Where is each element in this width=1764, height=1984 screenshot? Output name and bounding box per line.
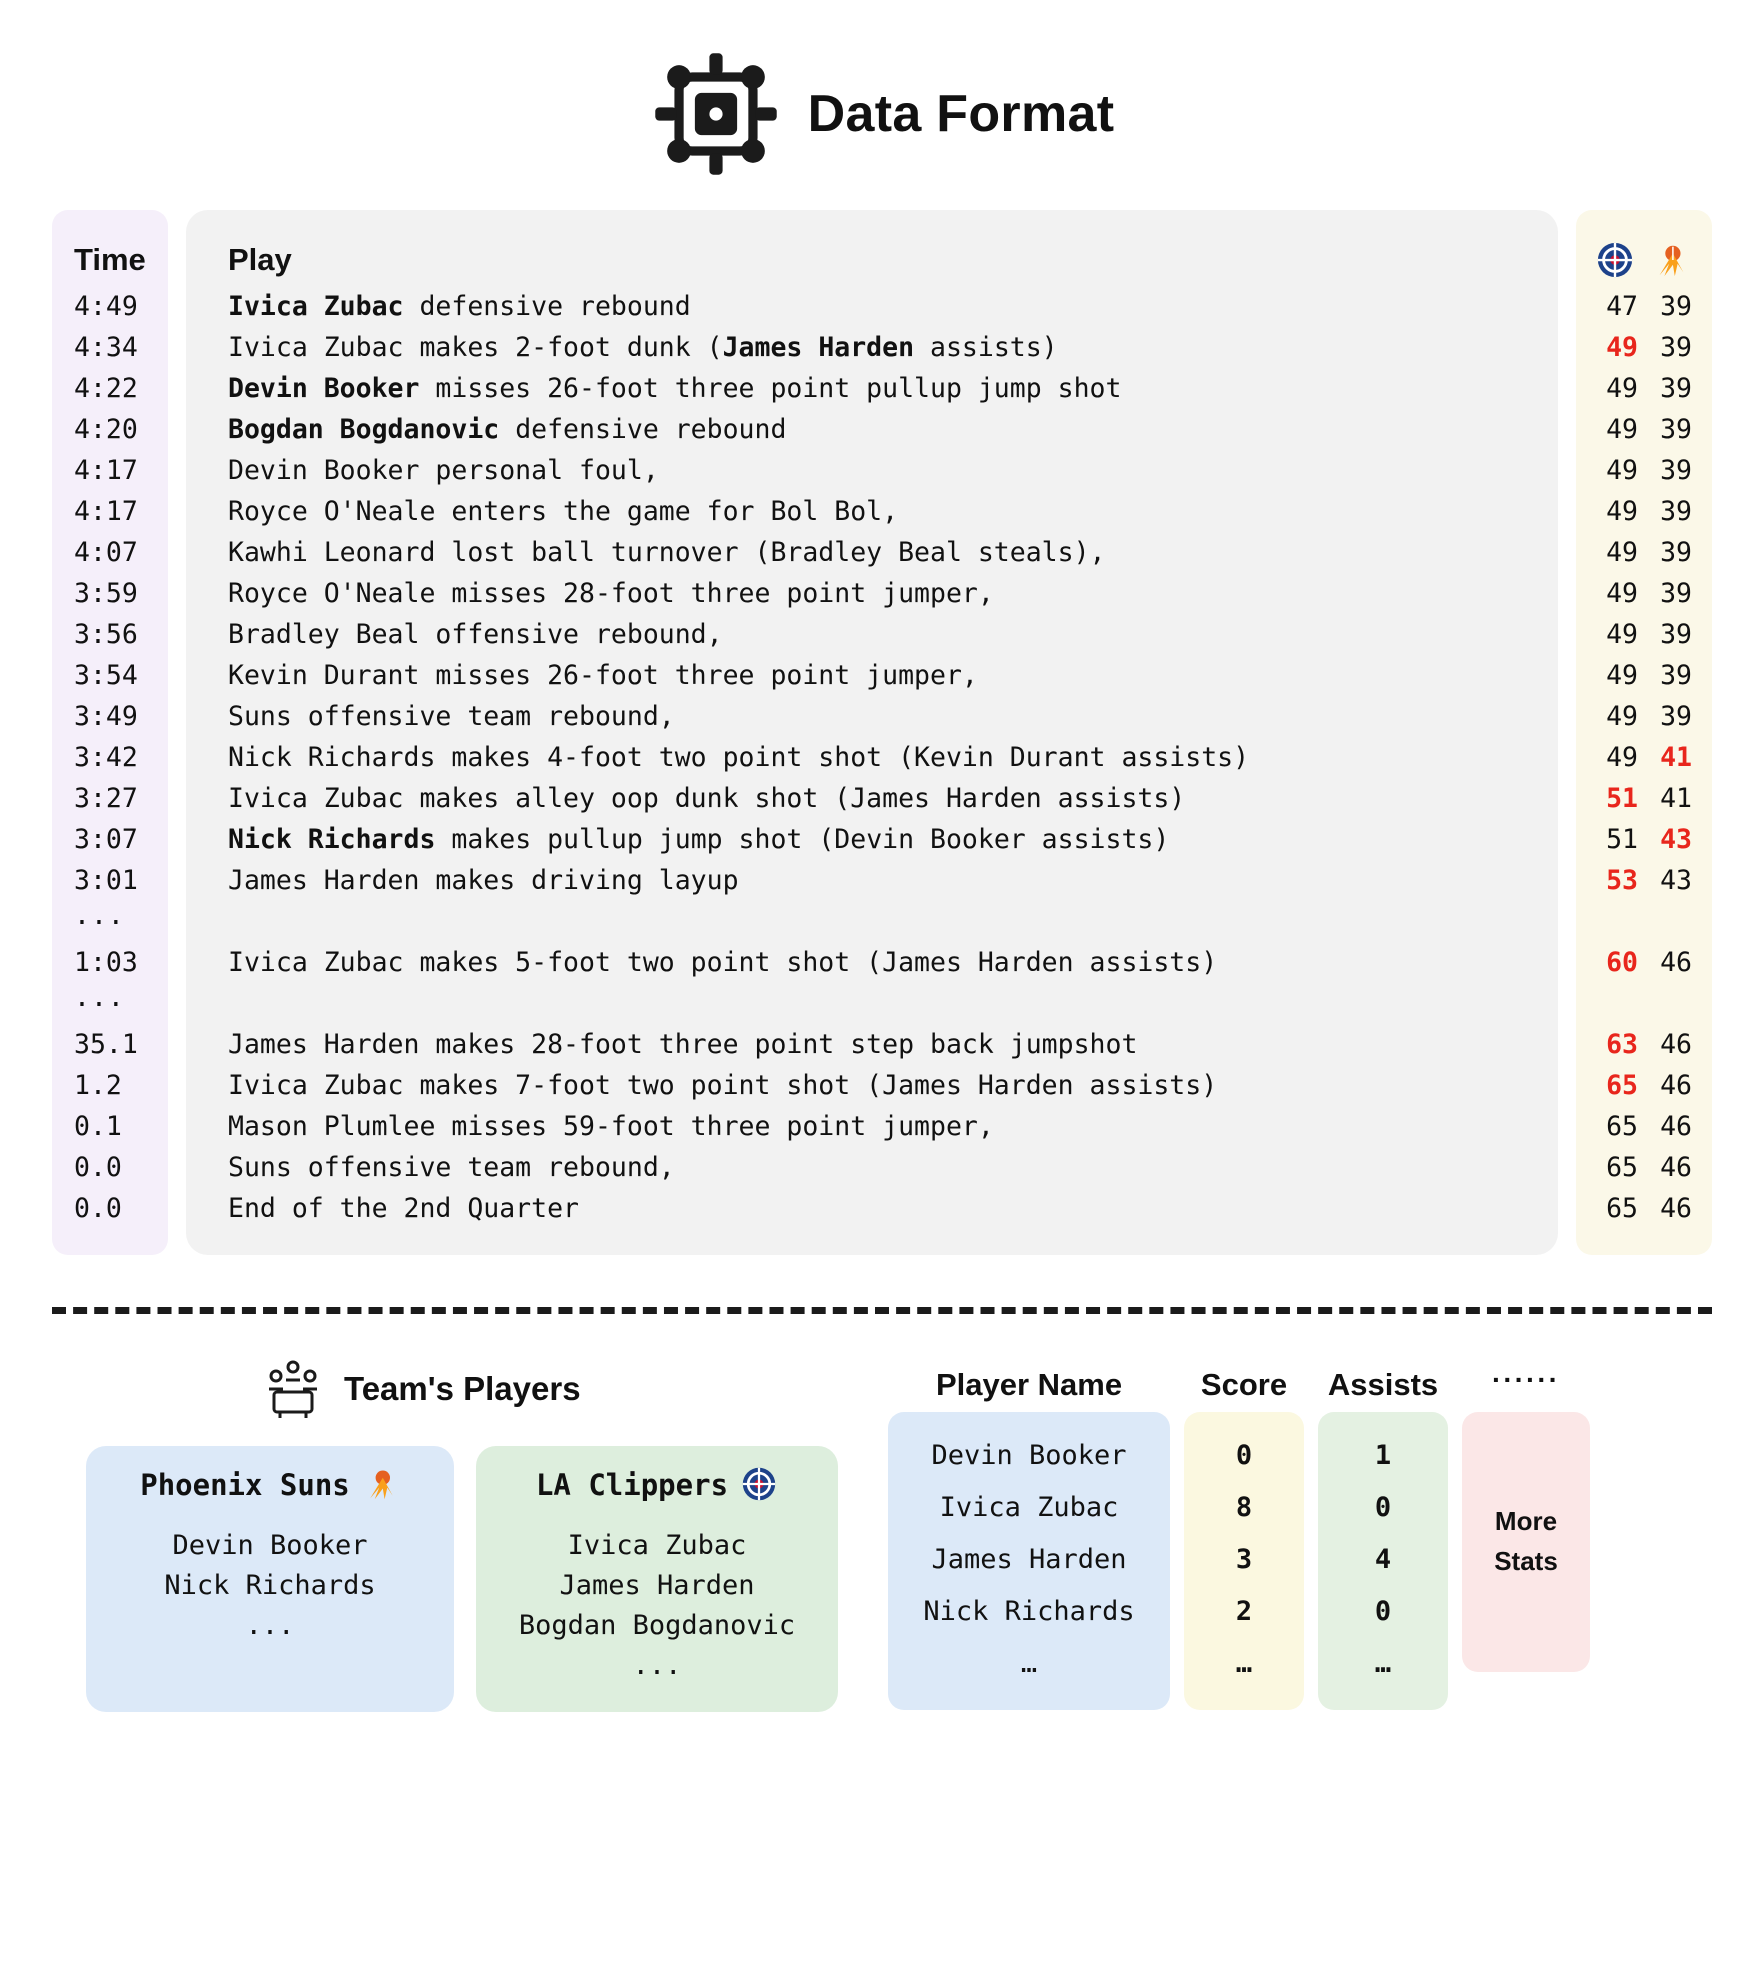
stat-player-name: Ivica Zubac [939, 1492, 1119, 1523]
play-cell-empty [228, 983, 1532, 1024]
team-card-label: LA Clippers [535, 1468, 729, 1502]
play-cell: Suns offensive team rebound, [228, 1152, 675, 1183]
play-cell: Bogdan Bogdanovic defensive rebound [228, 414, 787, 445]
score-clippers: 49 [1606, 414, 1638, 445]
play-column [186, 210, 1558, 1255]
stat-header-score: Score [1200, 1367, 1288, 1402]
time-cell: 0.0 [74, 1193, 122, 1224]
score-cell [1596, 942, 1692, 983]
play-cell: Nick Richards makes 4-foot two point shot (Kevin Durant assists) [228, 742, 1250, 773]
score-clippers: 60 [1606, 947, 1638, 978]
team-players-icon [260, 1358, 326, 1420]
score-clippers: 49 [1606, 660, 1638, 691]
team-player: Nick Richards [164, 1570, 376, 1601]
score-cell [1596, 368, 1692, 409]
time-cell: 1.2 [74, 1070, 122, 1101]
score-cell [1596, 860, 1692, 901]
team-card-label: Phoenix Suns [140, 1468, 350, 1502]
lower-section [0, 1314, 1764, 1712]
teams-players-title: Team's Players [344, 1370, 581, 1407]
time-cell: 4:17 [74, 455, 138, 486]
data-format-icon [650, 48, 782, 180]
stat-column-player-name [888, 1358, 1170, 1710]
more-stats-line2: Stats [1494, 1546, 1558, 1576]
score-clippers: 65 [1606, 1152, 1638, 1183]
phoenix-suns-logo [362, 1466, 400, 1504]
stat-score-value: 8 [1235, 1492, 1253, 1523]
score-suns: 39 [1660, 660, 1692, 691]
play-cell: Ivica Zubac makes 5-foot two point shot (James Harden assists) [228, 947, 1218, 978]
stat-header-assists: Assists [1327, 1367, 1439, 1402]
score-clippers: 49 [1606, 742, 1638, 773]
score-clippers: 63 [1606, 1029, 1638, 1060]
score-suns: 39 [1660, 578, 1692, 609]
play-cell: End of the 2nd Quarter [228, 1193, 579, 1224]
stat-column-assists [1318, 1358, 1448, 1710]
team-card-name [502, 1466, 812, 1504]
score-suns: 46 [1660, 1111, 1692, 1142]
score-suns: 46 [1660, 1070, 1692, 1101]
play-cell: Ivica Zubac makes alley oop dunk shot (James Harden assists) [228, 783, 1186, 814]
score-cell [1596, 1147, 1692, 1188]
play-rows [228, 286, 1532, 1229]
play-cell: James Harden makes 28-foot three point step back jumpshot [228, 1029, 1138, 1060]
more-stats-card[interactable] [1462, 1412, 1590, 1672]
score-cell [1596, 1188, 1692, 1229]
score-clippers: 49 [1606, 578, 1638, 609]
play-cell: Bradley Beal offensive rebound, [228, 619, 723, 650]
score-clippers: 49 [1606, 619, 1638, 650]
play-cell: Royce O'Neale enters the game for Bol Bol, [228, 496, 899, 527]
score-clippers: 49 [1606, 537, 1638, 568]
score-cell [1596, 778, 1692, 819]
score-cell [1596, 655, 1692, 696]
time-cell: 3:42 [74, 742, 138, 773]
teams-players-block [52, 1358, 882, 1712]
play-cell: Mason Plumlee misses 59-foot three point jumper, [228, 1111, 994, 1142]
time-cell: 4:17 [74, 496, 138, 527]
page-title: Data Format [807, 85, 1115, 143]
time-ellipsis: ... [74, 982, 125, 1013]
stat-player-name: Nick Richards [923, 1596, 1135, 1627]
score-suns: 41 [1660, 783, 1692, 814]
team-player: Bogdan Bogdanovic [518, 1610, 796, 1641]
stat-cells-score [1184, 1412, 1304, 1710]
score-suns: 39 [1660, 537, 1692, 568]
la-clippers-logo [1596, 241, 1634, 279]
score-cell [1596, 286, 1692, 327]
score-suns: 46 [1660, 947, 1692, 978]
stat-assists-value: 0 [1374, 1596, 1392, 1627]
stat-assists-value: … [1374, 1648, 1392, 1679]
score-clippers: 65 [1606, 1193, 1638, 1224]
score-suns: 46 [1660, 1193, 1692, 1224]
stat-cells-player-name [888, 1412, 1170, 1710]
score-suns: 46 [1660, 1029, 1692, 1060]
stat-assists-value: 0 [1374, 1492, 1392, 1523]
more-stats-line1: More [1494, 1506, 1558, 1536]
score-cell [1596, 573, 1692, 614]
play-cell: Kawhi Leonard lost ball turnover (Bradley Beal steals), [228, 537, 1106, 568]
time-rows [74, 286, 146, 1229]
team-card-name [112, 1466, 428, 1504]
score-cell [1596, 491, 1692, 532]
player-stats-table [882, 1358, 1712, 1710]
score-cell-empty [1596, 901, 1692, 942]
score-cell [1596, 819, 1692, 860]
score-suns: 39 [1660, 619, 1692, 650]
stat-score-value: 0 [1235, 1440, 1253, 1471]
team-player-ellipsis: ... [632, 1650, 682, 1681]
stat-assists-value: 4 [1374, 1544, 1392, 1575]
time-cell: 3:49 [74, 701, 138, 732]
time-ellipsis: ... [74, 900, 125, 931]
score-suns: 41 [1660, 742, 1692, 773]
play-cell: Nick Richards makes pullup jump shot (Devin Booker assists) [228, 824, 1170, 855]
play-cell: Ivica Zubac defensive rebound [228, 291, 691, 322]
score-clippers: 49 [1606, 373, 1638, 404]
score-suns: 43 [1660, 824, 1692, 855]
score-clippers: 65 [1606, 1111, 1638, 1142]
time-cell: 1:03 [74, 947, 138, 978]
score-cell [1596, 614, 1692, 655]
score-suns: 39 [1660, 373, 1692, 404]
play-cell: Suns offensive team rebound, [228, 701, 675, 732]
play-cell: James Harden makes driving layup [228, 865, 739, 896]
stat-header-more: ······ [1492, 1364, 1560, 1395]
score-suns: 43 [1660, 865, 1692, 896]
time-cell: 4:20 [74, 414, 138, 445]
score-cell [1596, 409, 1692, 450]
play-cell: Ivica Zubac makes 2-foot dunk (James Harden assists) [228, 332, 1058, 363]
stat-player-name: James Harden [931, 1544, 1127, 1575]
play-cell: Kevin Durant misses 26-foot three point jumper, [228, 660, 978, 691]
time-cell: 3:59 [74, 578, 138, 609]
score-clippers: 51 [1606, 824, 1638, 855]
page-header [0, 0, 1764, 210]
time-cell: 4:07 [74, 537, 138, 568]
play-by-play-table [0, 210, 1764, 1255]
score-clippers: 53 [1606, 865, 1638, 896]
stat-column-score [1184, 1358, 1304, 1710]
team-card-la-clippers[interactable] [476, 1446, 838, 1712]
score-cell [1596, 532, 1692, 573]
stat-cells-assists [1318, 1412, 1448, 1710]
score-suns: 39 [1660, 332, 1692, 363]
score-clippers: 49 [1606, 455, 1638, 486]
phoenix-suns-logo [1652, 241, 1690, 279]
score-cell [1596, 1106, 1692, 1147]
stat-score-value: … [1235, 1648, 1253, 1679]
score-cell [1596, 327, 1692, 368]
score-cell-empty [1596, 983, 1692, 1024]
score-clippers: 51 [1606, 783, 1638, 814]
play-cell: Devin Booker misses 26-foot three point pullup jump shot [228, 373, 1122, 404]
time-cell: 3:01 [74, 865, 138, 896]
stat-assists-value: 1 [1374, 1440, 1392, 1471]
score-cell [1596, 696, 1692, 737]
score-suns: 39 [1660, 414, 1692, 445]
time-cell: 0.1 [74, 1111, 122, 1142]
score-rows [1596, 286, 1692, 1229]
team-card-phoenix-suns[interactable] [86, 1446, 454, 1712]
score-column-header [1596, 234, 1692, 286]
time-cell: 35.1 [74, 1029, 138, 1060]
play-cell: Ivica Zubac makes 7-foot two point shot (James Harden assists) [228, 1070, 1218, 1101]
score-clippers: 47 [1606, 291, 1638, 322]
stat-score-value: 2 [1235, 1596, 1253, 1627]
score-suns: 39 [1660, 291, 1692, 322]
time-cell: 3:54 [74, 660, 138, 691]
stat-column-more [1462, 1358, 1590, 1672]
time-cell: 3:27 [74, 783, 138, 814]
team-player-ellipsis: ... [245, 1610, 295, 1641]
la-clippers-logo [740, 1466, 778, 1504]
time-cell: 3:56 [74, 619, 138, 650]
score-cell [1596, 737, 1692, 778]
time-cell: 0.0 [74, 1152, 122, 1183]
teams-players-header [52, 1358, 882, 1420]
time-column [52, 210, 168, 1255]
stat-player-name: … [1020, 1648, 1038, 1679]
stat-player-name: Devin Booker [931, 1440, 1127, 1471]
play-cell: Devin Booker personal foul, [228, 455, 659, 486]
score-suns: 39 [1660, 496, 1692, 527]
time-cell: 4:22 [74, 373, 138, 404]
time-cell: 3:07 [74, 824, 138, 855]
play-cell: Royce O'Neale misses 28-foot three point jumper, [228, 578, 994, 609]
score-clippers: 49 [1606, 332, 1638, 363]
time-cell: 4:34 [74, 332, 138, 363]
score-suns: 39 [1660, 455, 1692, 486]
stat-score-value: 3 [1235, 1544, 1253, 1575]
team-player: Ivica Zubac [567, 1530, 747, 1561]
team-cards [52, 1446, 882, 1712]
section-divider [52, 1307, 1712, 1314]
play-cell-empty [228, 901, 1532, 942]
team-player: Devin Booker [172, 1530, 368, 1561]
score-clippers: 65 [1606, 1070, 1638, 1101]
time-cell: 4:49 [74, 291, 138, 322]
score-clippers: 49 [1606, 496, 1638, 527]
play-column-header: Play [228, 242, 292, 277]
score-clippers: 49 [1606, 701, 1638, 732]
score-cell [1596, 1024, 1692, 1065]
score-suns: 46 [1660, 1152, 1692, 1183]
team-player: James Harden [559, 1570, 755, 1601]
stat-header-player-name: Player Name [935, 1367, 1123, 1402]
score-cell [1596, 450, 1692, 491]
score-cell [1596, 1065, 1692, 1106]
time-column-header: Time [74, 242, 146, 277]
score-suns: 39 [1660, 701, 1692, 732]
score-column [1576, 210, 1712, 1255]
